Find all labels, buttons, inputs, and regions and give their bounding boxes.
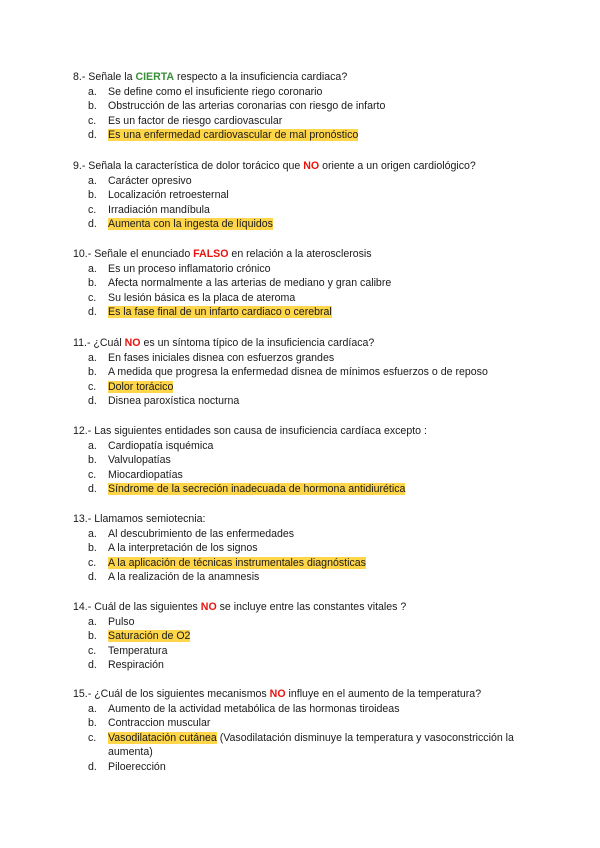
option-c: c. Miocardiopatías — [88, 468, 183, 481]
question-keyword: CIERTA — [135, 71, 175, 83]
question-9 — [73, 159, 553, 232]
option-a: a. Carácter opresivo — [88, 174, 192, 187]
option-c-correct: c. Vasodilatación cutánea (Vasodilatación disminuye la temperatura y vasoconstricción la aumenta) — [88, 731, 514, 759]
question-keyword: NO — [200, 601, 217, 613]
option-b: b. A la interpretación de los signos — [88, 542, 258, 555]
option-b: b. Afecta normalmente a las arterias de mediano y gran calibre — [88, 277, 392, 290]
option-c-correct: c. Dolor torácico — [88, 380, 174, 393]
question-text: 14.- Cuál de las siguientes NO se incluye entre las constantes vitales ? — [73, 601, 407, 613]
highlighted-answer: Aumenta con la ingesta de líquidos — [108, 218, 273, 231]
options-list — [73, 351, 553, 409]
option-b: b. Contraccion muscular — [88, 717, 211, 730]
highlighted-answer: Dolor torácico — [108, 380, 174, 393]
option-a: a. Se define como el insuficiente riego coronario — [88, 85, 323, 98]
option-c: c. Temperatura — [88, 644, 168, 657]
option-a: a. Aumento de la actividad metabólica de las hormonas tiroideas — [88, 702, 400, 715]
question-keyword: NO — [303, 160, 320, 172]
options-list — [73, 262, 553, 320]
option-a: a. Pulso — [88, 615, 135, 628]
options-list — [73, 615, 553, 673]
question-text: 11.- ¿Cuál NO es un síntoma típico de la insuficiencia cardíaca? — [73, 337, 375, 349]
highlighted-answer: Vasodilatación cutánea — [108, 731, 217, 744]
question-12 — [73, 424, 553, 497]
question-10 — [73, 247, 553, 320]
option-b: b. A medida que progresa la enfermedad disnea de mínimos esfuerzos o de reposo — [88, 366, 488, 379]
option-d-correct: d. Es una enfermedad cardiovascular de mal pronóstico — [88, 129, 359, 142]
options-list — [73, 85, 553, 143]
option-a: a. Es un proceso inflamatorio crónico — [88, 262, 271, 275]
question-keyword: NO — [124, 337, 141, 349]
option-c-correct: c. A la aplicación de técnicas instrumentales diagnósticas — [88, 556, 366, 569]
option-b: b. Valvulopatías — [88, 454, 171, 467]
option-d: d. Respiración — [88, 659, 164, 672]
question-text: 10.- Señale el enunciado FALSO en relación a la aterosclerosis — [73, 248, 372, 260]
question-8 — [73, 70, 553, 143]
option-a: a. Cardiopatía isquémica — [88, 439, 214, 452]
question-text: 9.- Señala la característica de dolor torácico que NO oriente a un origen cardiológico? — [73, 160, 476, 172]
highlighted-answer: Saturación de O2 — [108, 630, 191, 643]
question-15 — [73, 687, 553, 775]
question-14 — [73, 600, 553, 673]
option-a: a. Al descubrimiento de las enfermedades — [88, 527, 295, 540]
highlighted-answer: A la aplicación de técnicas instrumentales diagnósticas — [108, 556, 366, 569]
option-b-correct: b. Saturación de O2 — [88, 630, 191, 643]
question-text: 8.- Señale la CIERTA respecto a la insuficiencia cardiaca? — [73, 71, 348, 83]
option-b: b. Localización retroesternal — [88, 189, 229, 202]
option-c: c. Irradiación mandíbula — [88, 203, 210, 216]
question-text: 15.- ¿Cuál de los siguientes mecanismos NO influye en el aumento de la temperatura? — [73, 688, 482, 700]
option-d-correct: d. Aumenta con la ingesta de líquidos — [88, 218, 273, 231]
question-13 — [73, 512, 553, 585]
options-list — [73, 527, 553, 585]
question-text: 13.- Llamamos semiotecnia: — [73, 513, 206, 525]
question-keyword: FALSO — [193, 248, 229, 260]
option-d: d. A la realización de la anamnesis — [88, 571, 260, 584]
options-list — [73, 439, 553, 497]
answer-explanation: (Vasodilatación disminuye la temperatura y vasoconstricción la aumenta) — [108, 731, 514, 759]
option-c: c. Su lesión básica es la placa de ateroma — [88, 291, 296, 304]
options-list — [73, 702, 553, 775]
option-d-correct: d. Síndrome de la secreción inadecuada de hormona antidiurética — [88, 483, 406, 496]
option-a: a. En fases iniciales disnea con esfuerzos grandes — [88, 351, 335, 364]
option-b: b. Obstrucción de las arterias coronarias con riesgo de infarto — [88, 100, 386, 113]
option-d: d. Disnea paroxística nocturna — [88, 395, 240, 408]
highlighted-answer: Es una enfermedad cardiovascular de mal pronóstico — [108, 129, 359, 142]
question-keyword: NO — [269, 688, 286, 700]
option-c: c. Es un factor de riesgo cardiovascular — [88, 114, 283, 127]
question-text: 12.- Las siguientes entidades son causa de insuficiencia cardíaca excepto : — [73, 425, 427, 437]
question-11 — [73, 336, 553, 409]
option-d: d. Piloerección — [88, 760, 166, 773]
options-list — [73, 174, 553, 232]
highlighted-answer: Es la fase final de un infarto cardiaco o cerebral — [108, 306, 332, 319]
highlighted-answer: Síndrome de la secreción inadecuada de hormona antidiurética — [108, 483, 406, 496]
option-d-correct: d. Es la fase final de un infarto cardiaco o cerebral — [88, 306, 332, 319]
